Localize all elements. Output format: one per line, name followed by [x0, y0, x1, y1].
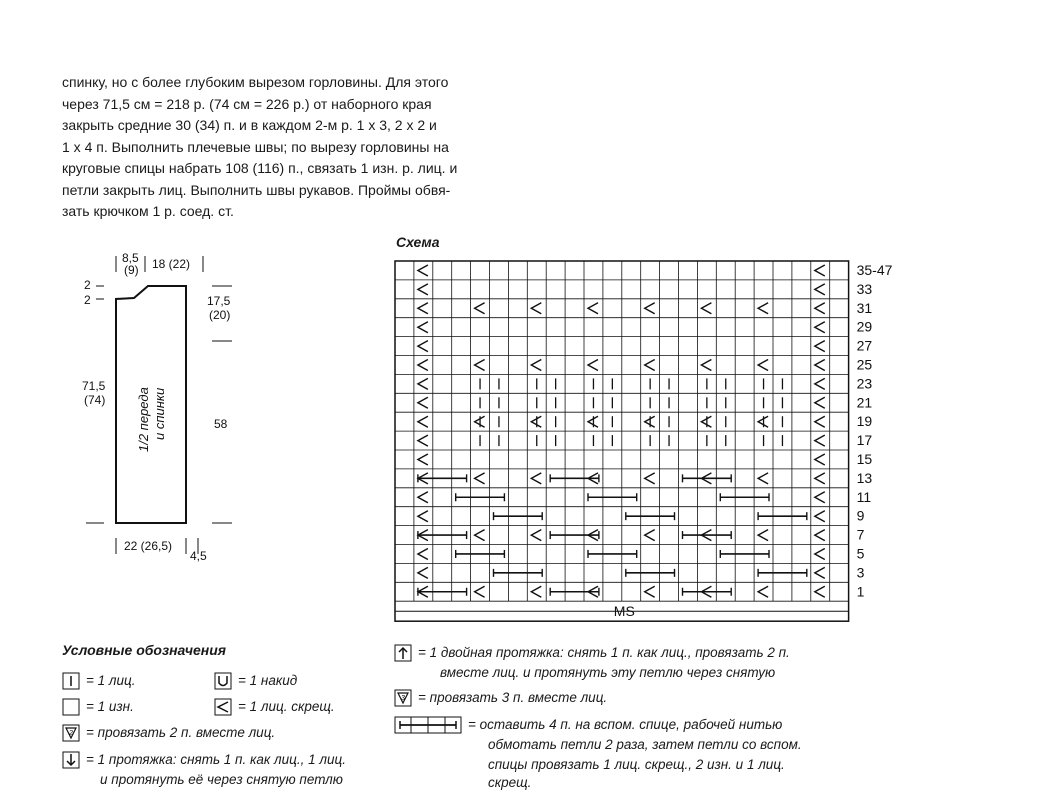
twisted-knit-mark	[701, 360, 711, 371]
measure-left-height: 71,5	[82, 379, 106, 393]
legend-text: = 1 лиц.	[86, 673, 136, 688]
twisted-knit-mark	[815, 416, 825, 427]
legend-purl	[62, 697, 134, 717]
twisted-knit-mark	[645, 530, 655, 541]
legend-k3tog	[394, 688, 607, 708]
measure-right-top: 17,5	[207, 294, 231, 308]
twisted-knit-mark	[588, 360, 598, 371]
legend-title: Условные обозначения	[62, 642, 227, 658]
twisted-knit-mark	[418, 454, 428, 465]
legend-twisted	[214, 697, 335, 717]
row-label: 13	[856, 469, 873, 486]
twisted-knit-mark	[758, 530, 768, 541]
twisted-knit-mark	[815, 397, 825, 408]
measure-top-left: 8,5	[122, 251, 139, 265]
measure-small-1: 2	[84, 278, 91, 292]
text-line: зать крючком 1 р. соед. ст.	[62, 203, 234, 219]
twisted-knit-mark	[531, 530, 541, 541]
legend-text: обмотать петли 2 раза, затем петли со вспом.	[488, 737, 802, 752]
svg-text:3: 3	[401, 695, 405, 703]
legend-double-dec-cont	[440, 663, 775, 683]
legend-cable-cont-1	[488, 735, 802, 755]
twisted-knit-mark	[815, 511, 825, 522]
legend-text: = оставить 4 п. на вспом. спице, рабочей нитью	[468, 717, 783, 732]
twisted-knit-mark	[815, 492, 825, 503]
row-label: 15	[856, 451, 873, 467]
twisted-knit-mark	[815, 360, 825, 371]
legend-text: = 1 протяжка: снять 1 п. как лиц., 1 лиц.	[86, 752, 346, 767]
twisted-knit-mark	[758, 586, 768, 597]
legend-text: = 1 лиц. скрещ.	[238, 699, 335, 714]
chart-title: Схема	[396, 234, 440, 250]
row-label: 1	[856, 583, 865, 600]
twisted-knit-mark	[418, 303, 428, 314]
legend-cable-cont-2	[488, 755, 785, 775]
twisted-knit-mark	[418, 549, 428, 560]
legend-text: = 1 изн.	[86, 699, 134, 714]
row-label: 23	[856, 375, 873, 392]
twisted-knit-mark	[815, 378, 825, 389]
row-label: 33	[856, 280, 873, 297]
k2tog-icon	[62, 724, 80, 742]
measure-left-height-alt: (74)	[84, 393, 106, 407]
measure-top-left-alt: (9)	[124, 263, 139, 277]
k3tog-icon	[394, 689, 412, 707]
text-line: петли закрыть лиц. Выполнить швы рукавов. Проймы обвя-	[62, 181, 451, 198]
measure-bottom-small: 4,5	[190, 549, 207, 563]
slip-knit-pass-icon	[62, 751, 80, 769]
knit-icon	[62, 672, 80, 690]
row-label: 27	[856, 337, 873, 354]
twisted-knit-mark	[418, 378, 428, 389]
legend-text: = провязать 2 п. вместе лиц.	[86, 725, 276, 740]
row-label: 31	[856, 299, 873, 316]
legend-text: и протянуть её через снятую петлю	[100, 772, 343, 787]
twisted-knit-mark	[418, 492, 428, 503]
row-label: 7	[856, 526, 865, 543]
twisted-knit-mark	[815, 549, 825, 560]
legend-text: спицы провязать 1 лиц. скрещ., 2 изн. и 1 лиц.	[488, 757, 785, 772]
measure-right-height: 58	[214, 417, 228, 431]
twisted-knit-mark	[475, 360, 485, 371]
row-label: 3	[856, 564, 865, 581]
twisted-knit-mark	[645, 303, 655, 314]
legend-text: скрещ.	[488, 775, 532, 790]
legend-ssk-cont	[100, 770, 343, 790]
legend-ssk	[62, 750, 346, 770]
piece-label-1: 1/2 переда	[136, 387, 151, 452]
legend-cable-cont-3	[488, 773, 531, 793]
legend-text: вместе лиц. и протянуть эту петлю через снятую	[440, 665, 776, 680]
legend-cable	[394, 715, 782, 735]
row-label: 25	[856, 356, 873, 373]
twisted-knit-mark	[475, 303, 485, 314]
legend-text: = провязать 3 п. вместе лиц.	[418, 690, 608, 705]
twisted-knit-mark	[531, 586, 541, 597]
twisted-knit-mark	[815, 435, 825, 446]
row-label: 29	[856, 318, 873, 335]
row-label: 35-47	[856, 262, 893, 278]
legend-text: = 1 двойная протяжка: снять 1 п. как лиц., провязать 2 п.	[418, 645, 790, 660]
measure-top-right: 18 (22)	[152, 257, 191, 271]
twisted-knit-mark	[815, 473, 825, 484]
row-label: 17	[856, 432, 873, 449]
measure-right-top-alt: (20)	[209, 308, 231, 322]
text-line: через 71,5 см = 218 р. (74 см = 226 р.) от наборного края	[62, 95, 432, 112]
text-line: 1 х 4 п. Выполнить плечевые швы; по вырезу горловины на	[62, 138, 449, 155]
twisted-knit-mark	[815, 567, 825, 578]
text-line: закрыть средние 30 (34) п. и в каждом 2-м р. 1 х 3, 2 х 2 и	[62, 117, 437, 133]
twisted-knit-mark	[418, 322, 428, 333]
double-decrease-icon	[394, 644, 412, 662]
twisted-knit-mark	[418, 511, 428, 522]
twisted-knit-mark	[815, 530, 825, 541]
twisted-knit-mark	[418, 360, 428, 371]
legend-yo	[214, 671, 297, 691]
twisted-knit-mark	[758, 303, 768, 314]
cable-wrap-icon	[394, 716, 462, 734]
legend-k2tog	[62, 723, 275, 743]
twisted-knit-mark	[758, 473, 768, 484]
twisted-knit-mark	[645, 360, 655, 371]
twisted-knit-mark	[418, 435, 428, 446]
purl-icon	[62, 698, 80, 716]
measure-small-2: 2	[84, 293, 91, 307]
twisted-knit-mark	[815, 284, 825, 295]
twisted-knit-mark	[418, 265, 428, 276]
twisted-knit-mark	[815, 265, 825, 276]
twisted-knit-mark	[701, 303, 711, 314]
text-line: круговые спицы набрать 108 (116) п., связать 1 изн. р. лиц. и	[62, 160, 458, 176]
twisted-knit-mark	[418, 397, 428, 408]
twisted-knit-mark	[475, 530, 485, 541]
row-label: 21	[856, 394, 873, 411]
twisted-knit-mark	[531, 473, 541, 484]
twisted-knit-mark	[645, 473, 655, 484]
twisted-knit-mark	[418, 341, 428, 352]
twisted-knit-mark	[531, 360, 541, 371]
twisted-knit-mark	[815, 341, 825, 352]
twisted-knit-mark	[758, 360, 768, 371]
twisted-knit-icon	[214, 698, 232, 716]
yarn-over-icon	[214, 672, 232, 690]
twisted-knit-mark	[531, 303, 541, 314]
row-label: 19	[856, 413, 873, 430]
twisted-knit-mark	[815, 454, 825, 465]
row-label: 5	[856, 545, 865, 562]
twisted-knit-mark	[815, 303, 825, 314]
row-label: 9	[856, 507, 865, 524]
twisted-knit-mark	[815, 586, 825, 597]
measure-bottom: 22 (26,5)	[124, 539, 173, 553]
twisted-knit-mark	[418, 416, 428, 427]
twisted-knit-mark	[475, 586, 485, 597]
repeat-label: MS	[613, 603, 635, 620]
row-label: 11	[856, 488, 872, 505]
legend-knit	[62, 671, 136, 691]
svg-text:2: 2	[69, 730, 73, 738]
legend-double-dec	[394, 643, 790, 663]
twisted-knit-mark	[645, 586, 655, 597]
twisted-knit-mark	[815, 322, 825, 333]
text-line: спинку, но с более глубоким вырезом горловины. Для этого	[62, 74, 449, 90]
twisted-knit-mark	[418, 567, 428, 578]
twisted-knit-mark	[475, 473, 485, 484]
twisted-knit-mark	[418, 284, 428, 295]
twisted-knit-mark	[588, 303, 598, 314]
legend-text: = 1 накид	[238, 673, 298, 688]
piece-label-2: и спинки	[152, 387, 167, 440]
